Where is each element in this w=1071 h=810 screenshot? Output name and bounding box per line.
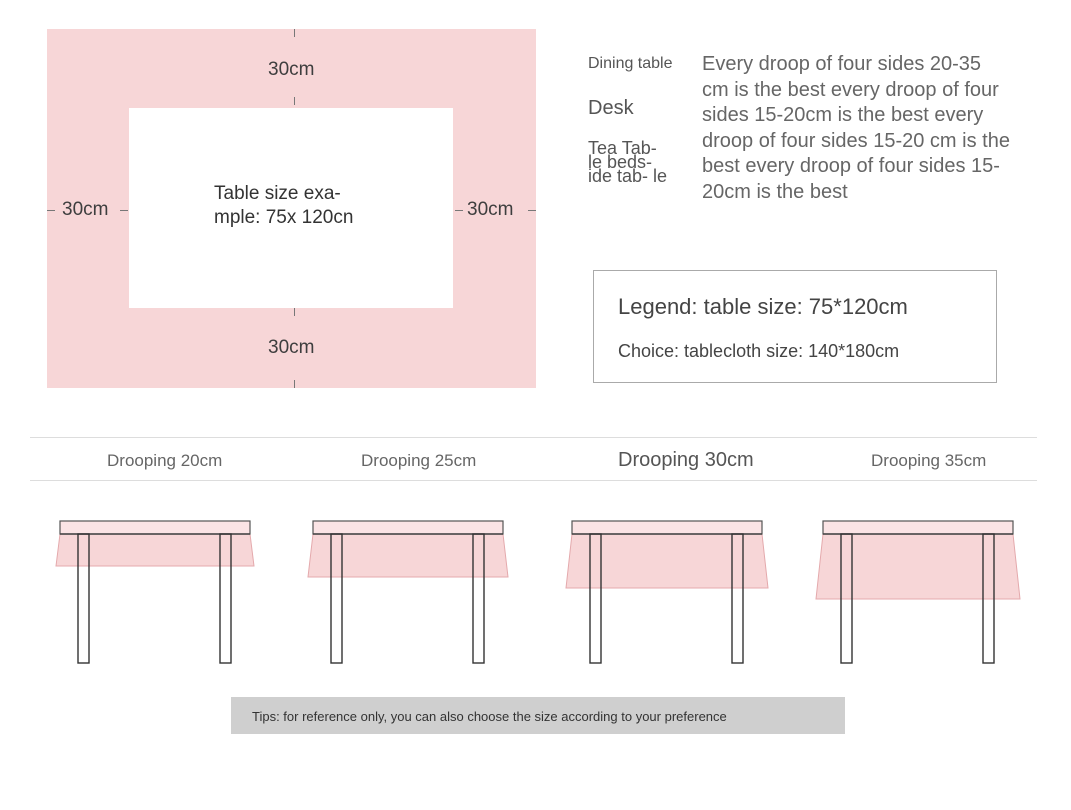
droop-rules-text: Every droop of four sides 20-35 cm is the best every droop of four sides 15-20cm is the best every droop of four sides 15-20 cm is the best every droop of four sides 15-20cm is the best: [702, 53, 1010, 203]
left-margin-label: 30cm: [62, 199, 109, 220]
right-tick: [528, 210, 536, 211]
drooping-label-35: Drooping 35cm: [871, 451, 987, 470]
drooping-label-20: Drooping 20cm: [107, 451, 223, 470]
table-top: [60, 521, 250, 534]
top-inner-tick: [294, 97, 295, 105]
legend-table-size: Legend: table size: 75*120cm: [618, 294, 908, 319]
table-illustrations: [0, 500, 1071, 670]
right-margin-label: 30cm: [467, 199, 514, 220]
top-margin-label: 30cm: [268, 59, 315, 80]
left-tick: [47, 210, 55, 211]
bottom-margin-label: 30cm: [268, 337, 315, 358]
table-top: [572, 521, 762, 534]
right-inner-tick: [455, 210, 463, 211]
left-inner-tick: [120, 210, 128, 211]
table-top: [313, 521, 503, 534]
category-dining-table: Dining table: [588, 55, 673, 72]
category-desk: Desk: [588, 97, 634, 119]
drooping-label-30: Drooping 30cm: [618, 449, 754, 471]
divider-bottom: [30, 480, 1037, 481]
legend-box: [593, 270, 997, 383]
bottom-tick: [294, 380, 295, 388]
divider-top: [30, 437, 1037, 438]
category-tea-bedside-table: Tea Tab- le beds- ide tab- le: [588, 138, 668, 186]
top-tick: [294, 29, 295, 37]
bottom-inner-tick: [294, 308, 295, 316]
legend-tablecloth-size: Choice: tablecloth size: 140*180cm: [618, 341, 900, 361]
table-size-example: Table size exa- mple: 75x 120cn: [214, 183, 354, 228]
table-top: [823, 521, 1013, 534]
drooping-label-25: Drooping 25cm: [361, 451, 477, 470]
tips-text: Tips: for reference only, you can also choose the size according to your preference: [252, 709, 727, 724]
